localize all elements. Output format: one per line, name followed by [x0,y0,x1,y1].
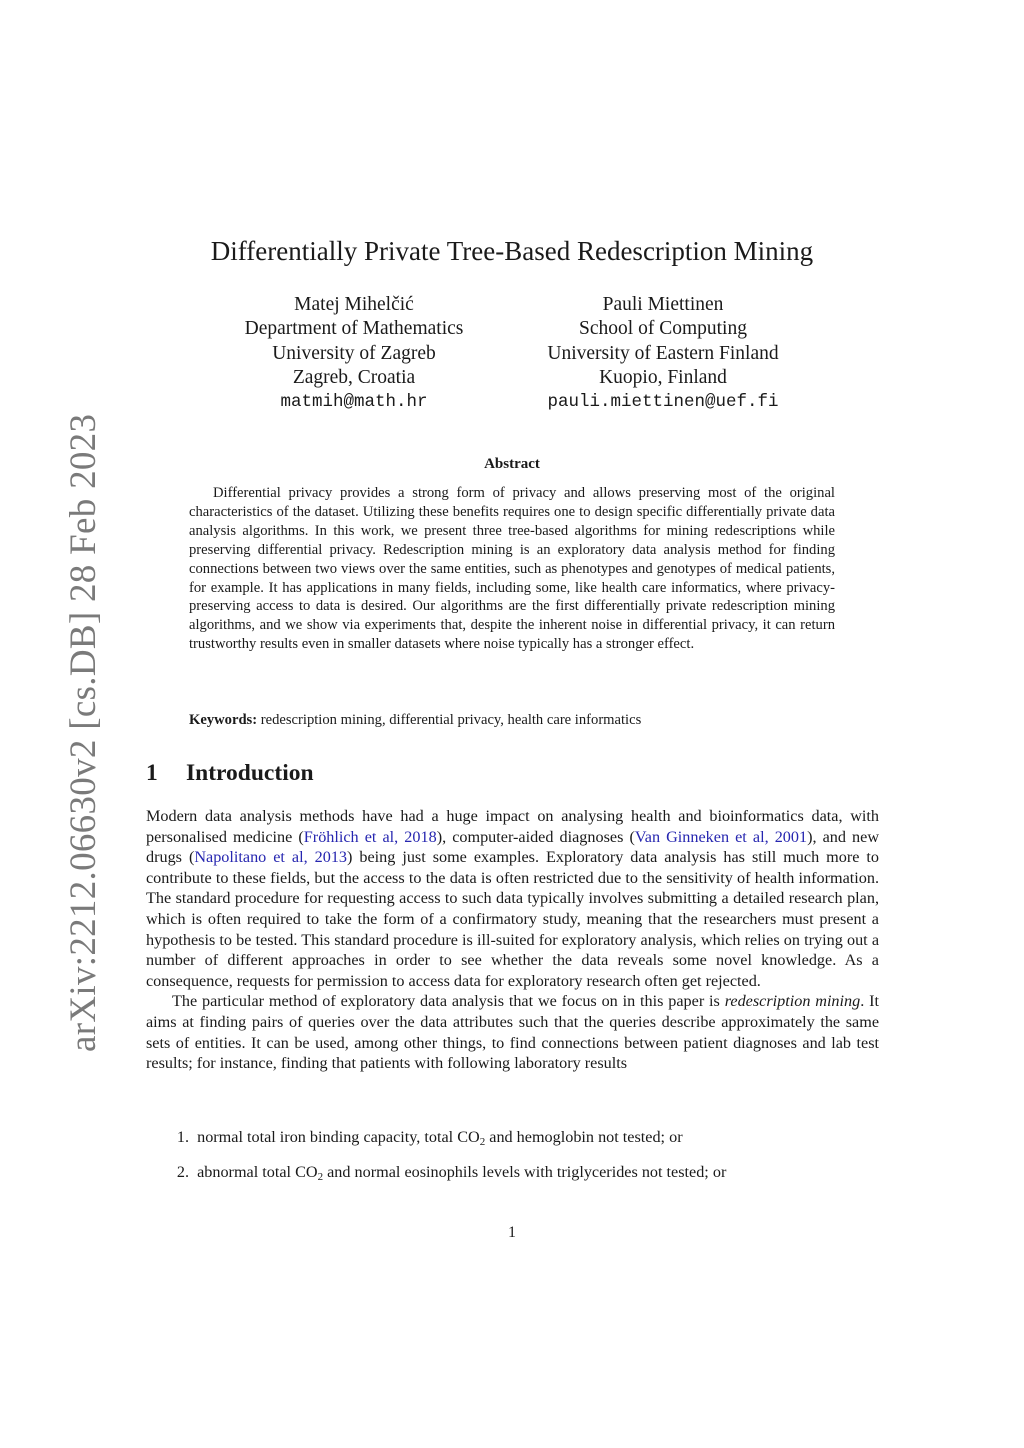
author-department: School of Computing [579,318,747,340]
text-run: ) being just some examples. Exploratory data analysis has still much more to contribute to these fields, but the access to the data is often restricted due to the sensitivity of health information. The standard procedure for requesting access to such data typically involves submitting a detailed research plan, which is often required to take the form of a confirmatory study, meaning that the researchers must present a hypothesis to be tested. This standard procedure is ill-suited for exploratory analysis, which relies on trying out a number of different approaches in order to see whether the data reveals some novel knowledge. As a consequence, requests for permission to access data for exploratory research often get rejected. [146,848,879,990]
citation-link[interactable]: Van Ginneken et al, 2001 [634,827,808,846]
section-title: Introduction [186,760,314,786]
author-location: Kuopio, Finland [599,366,727,388]
text-run: and hemoglobin not tested; or [485,1128,683,1146]
section-heading [146,760,314,787]
author-name: Pauli Miettinen [602,294,724,315]
list-text [197,1128,683,1146]
intro-body [146,806,879,1074]
author-block-1 [204,293,504,414]
abstract [189,484,835,654]
section-number: 1 [146,760,158,786]
text-run: ), computer-aided diagnoses ( [436,827,635,846]
emphasis: redescription mining [724,992,861,1011]
text-run: Modern data analysis methods have had a huge impact on analysing health and bioinformatics data, with personalised medicine ( [146,807,879,846]
text-run: ), and new drugs ( [146,827,880,867]
keywords-label: Keywords: [189,712,258,728]
paper-title: Differentially Private Tree-Based Redescription Mining [210,236,814,266]
author-name: Matej Mihelčić [294,294,414,315]
text-run: The particular method of exploratory data analysis that we focus on in this paper is [172,992,725,1011]
arxiv-identifier: arXiv:2212.06630v2 [cs.DB] 28 Feb 2023 [63,413,104,1052]
citation-link[interactable]: Napolitano et al, 2013 [194,848,348,867]
author-email: pauli.miettinen@uef.fi [547,392,779,413]
intro-paragraph-1 [146,806,879,991]
author-university: University of Eastern Finland [547,342,779,364]
list-number: 1. [176,1128,189,1146]
author-location: Zagreb, Croatia [292,366,416,388]
keywords-text: redescription mining, differential privacy, health care informatics [260,712,642,728]
subscript: 2 [479,1136,486,1148]
citation-link[interactable]: Fröhlich et al, 2018 [303,827,437,846]
text-run: normal total iron binding capacity, total CO [197,1128,480,1146]
keywords [189,711,835,730]
text-run: and normal eosinophils levels with triglycerides not tested; or [323,1163,727,1181]
subscript: 2 [317,1171,324,1183]
list-text [197,1163,726,1181]
author-block-2 [513,293,813,414]
author-university: University of Zagreb [272,342,436,364]
list-item [146,1162,879,1188]
list-item [146,1127,879,1153]
intro-paragraph-2 [146,991,879,1073]
list-number: 2. [176,1163,189,1181]
abstract-heading: Abstract [484,456,540,472]
author-department: Department of Mathematics [244,318,464,340]
page-number: 1 [508,1224,516,1241]
text-run: . It aims at finding pairs of queries over the data attributes such that the queries describe approximately the same sets of entities. It can be used, among other things, to find connections between patient diagnoses and lab test results; for instance, finding that patients with following laboratory results [146,992,879,1073]
abstract-text: Differential privacy provides a strong form of privacy and allows preserving most of the original characteristics of the dataset. Utilizing these benefits requires one to design specific differentially private data analysis algorithms. In this work, we present three tree-based algorithms for mining redescriptions while preserving differential privacy. Redescription mining is an exploratory data analysis method for finding connections between two views over the same entities, such as phenotypes and genotypes of medical patients, for example. It has applications in many fields, including some, like health care informatics, where privacy-preserving access to data is desired. Our algorithms are the first differentially private redescription mining algorithms, and we show via experiments that, despite the inherent noise in differential privacy, it can return trustworthy results even in smaller datasets where noise typically has a stronger effect. [189,485,835,653]
text-run: abnormal total CO [197,1163,318,1181]
author-email: matmih@math.hr [280,392,428,413]
